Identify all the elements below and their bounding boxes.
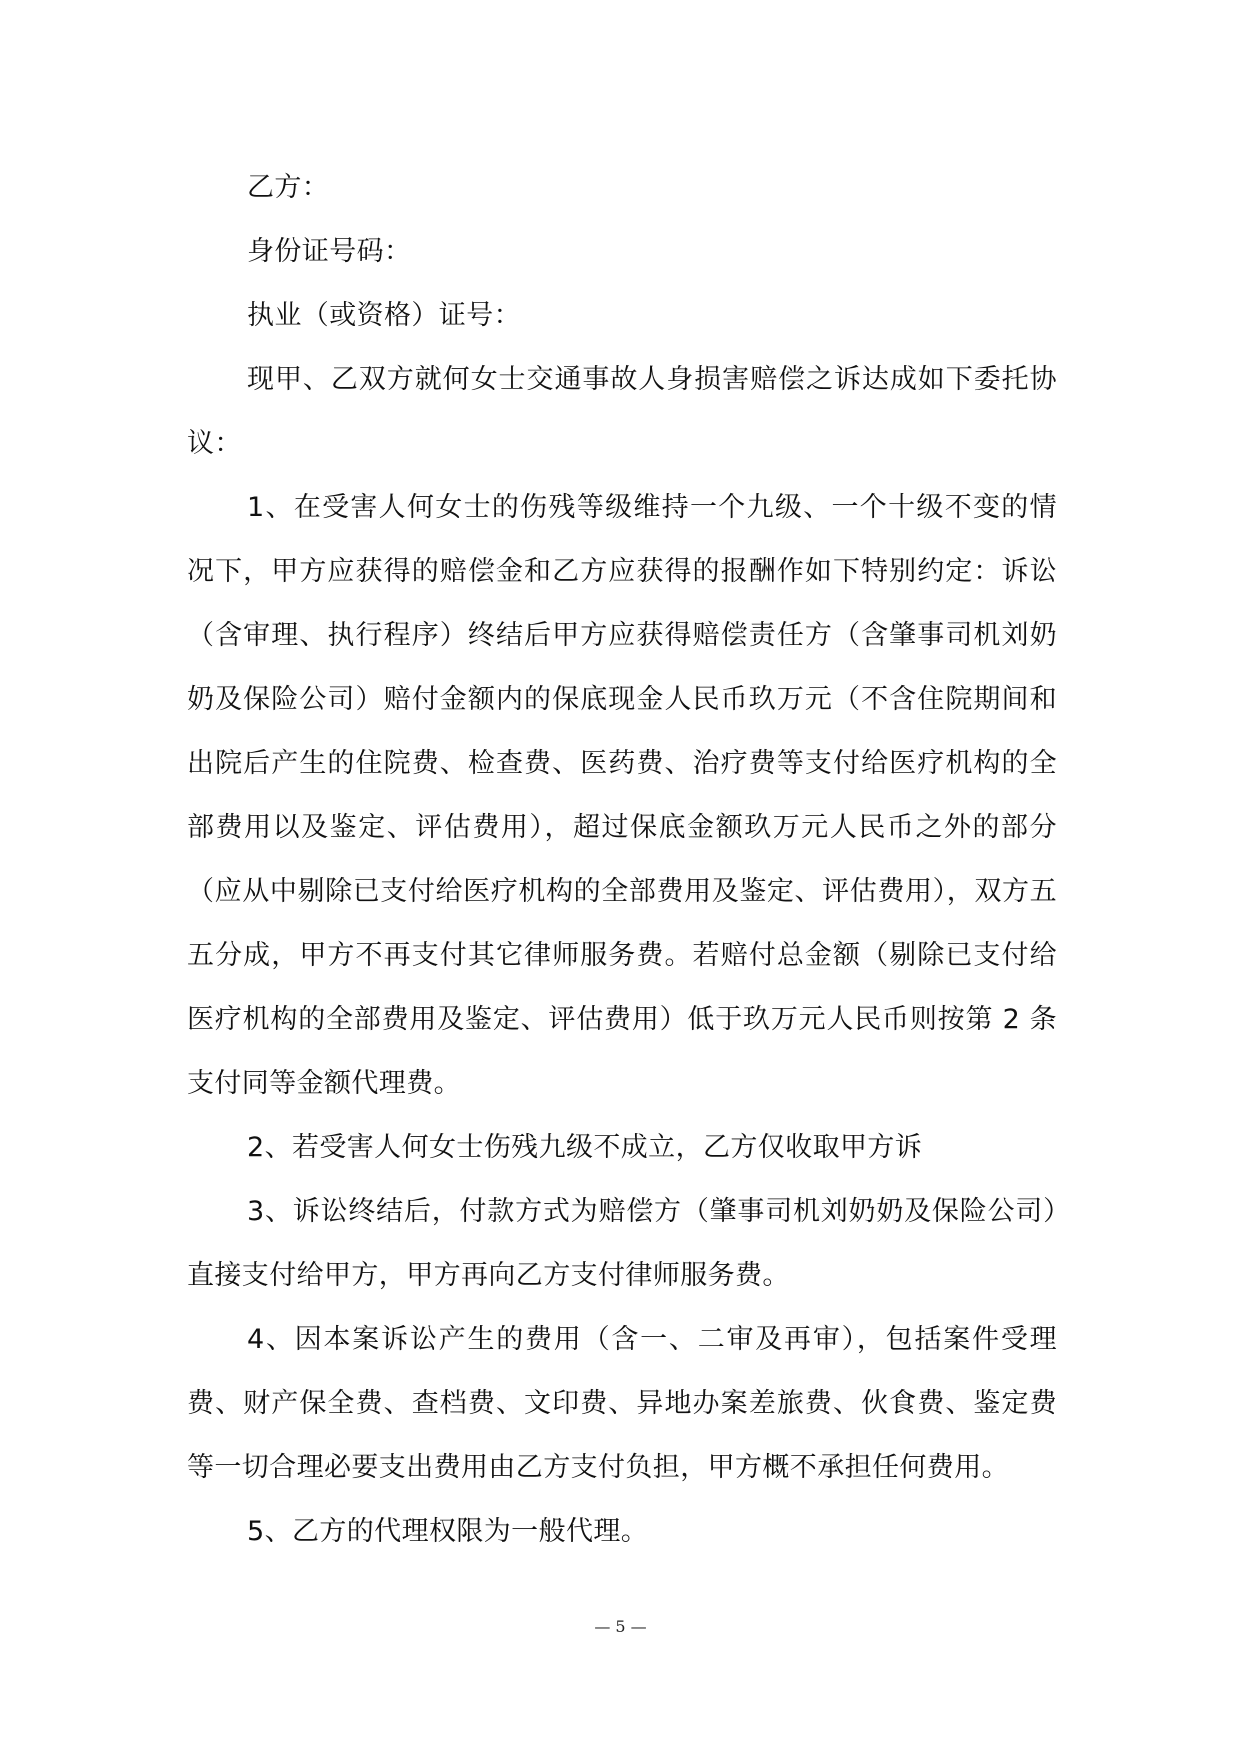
clause-5: 5、乙方的代理权限为一般代理。 — [247, 1516, 649, 1547]
clause-3: 3、诉讼终结后，付款方式为赔偿方（肇事司机刘奶奶及保险公司）直接支付给甲方，甲方再向乙方支付律师服务费。 — [187, 1196, 1057, 1291]
id-number-label: 身份证号码： — [247, 236, 412, 267]
clause-2: 2、若受害人何女士伤残九级不成立，乙方仅收取甲方诉 — [247, 1132, 923, 1163]
document-body — [187, 156, 1057, 1564]
party-b-label: 乙方： — [247, 172, 330, 203]
page-number: — 5 — — [594, 1617, 647, 1636]
clause-4: 4、因本案诉讼产生的费用（含一、二审及再审），包括案件受理费、财产保全费、查档费、文印费、异地办案差旅费、伙食费、鉴定费等一切合理必要支出费用由乙方支付负担，甲方概不承担任何费用。 — [187, 1324, 1057, 1483]
clause-1: 1、在受害人何女士的伤残等级维持一个九级、一个十级不变的情况下，甲方应获得的赔偿金和乙方应获得的报酬作如下特别约定：诉讼（含审理、执行程序）终结后甲方应获得赔偿责任方（含肇事司机刘奶奶及保险公司）赔付金额内的保底现金人民币玖万元（不含住院期间和出院后产生的住院费、检查费、医药费、治疗费等支付给医疗机构的全部费用以及鉴定、评估费用），超过保底金额玖万元人民币之外的部分（应从中剔除已支付给医疗机构的全部费用及鉴定、评估费用），双方五五分成，甲方不再支付其它律师服务费。若赔付总金额（剔除已支付给医疗机构的全部费用及鉴定、评估费用）低于玖万元人民币则按第 2 条支付同等金额代理费。 — [187, 492, 1057, 1099]
license-number-label: 执业（或资格）证号： — [247, 300, 521, 331]
agreement-intro: 现甲、乙双方就何女士交通事故人身损害赔偿之诉达成如下委托协议： — [187, 364, 1057, 459]
